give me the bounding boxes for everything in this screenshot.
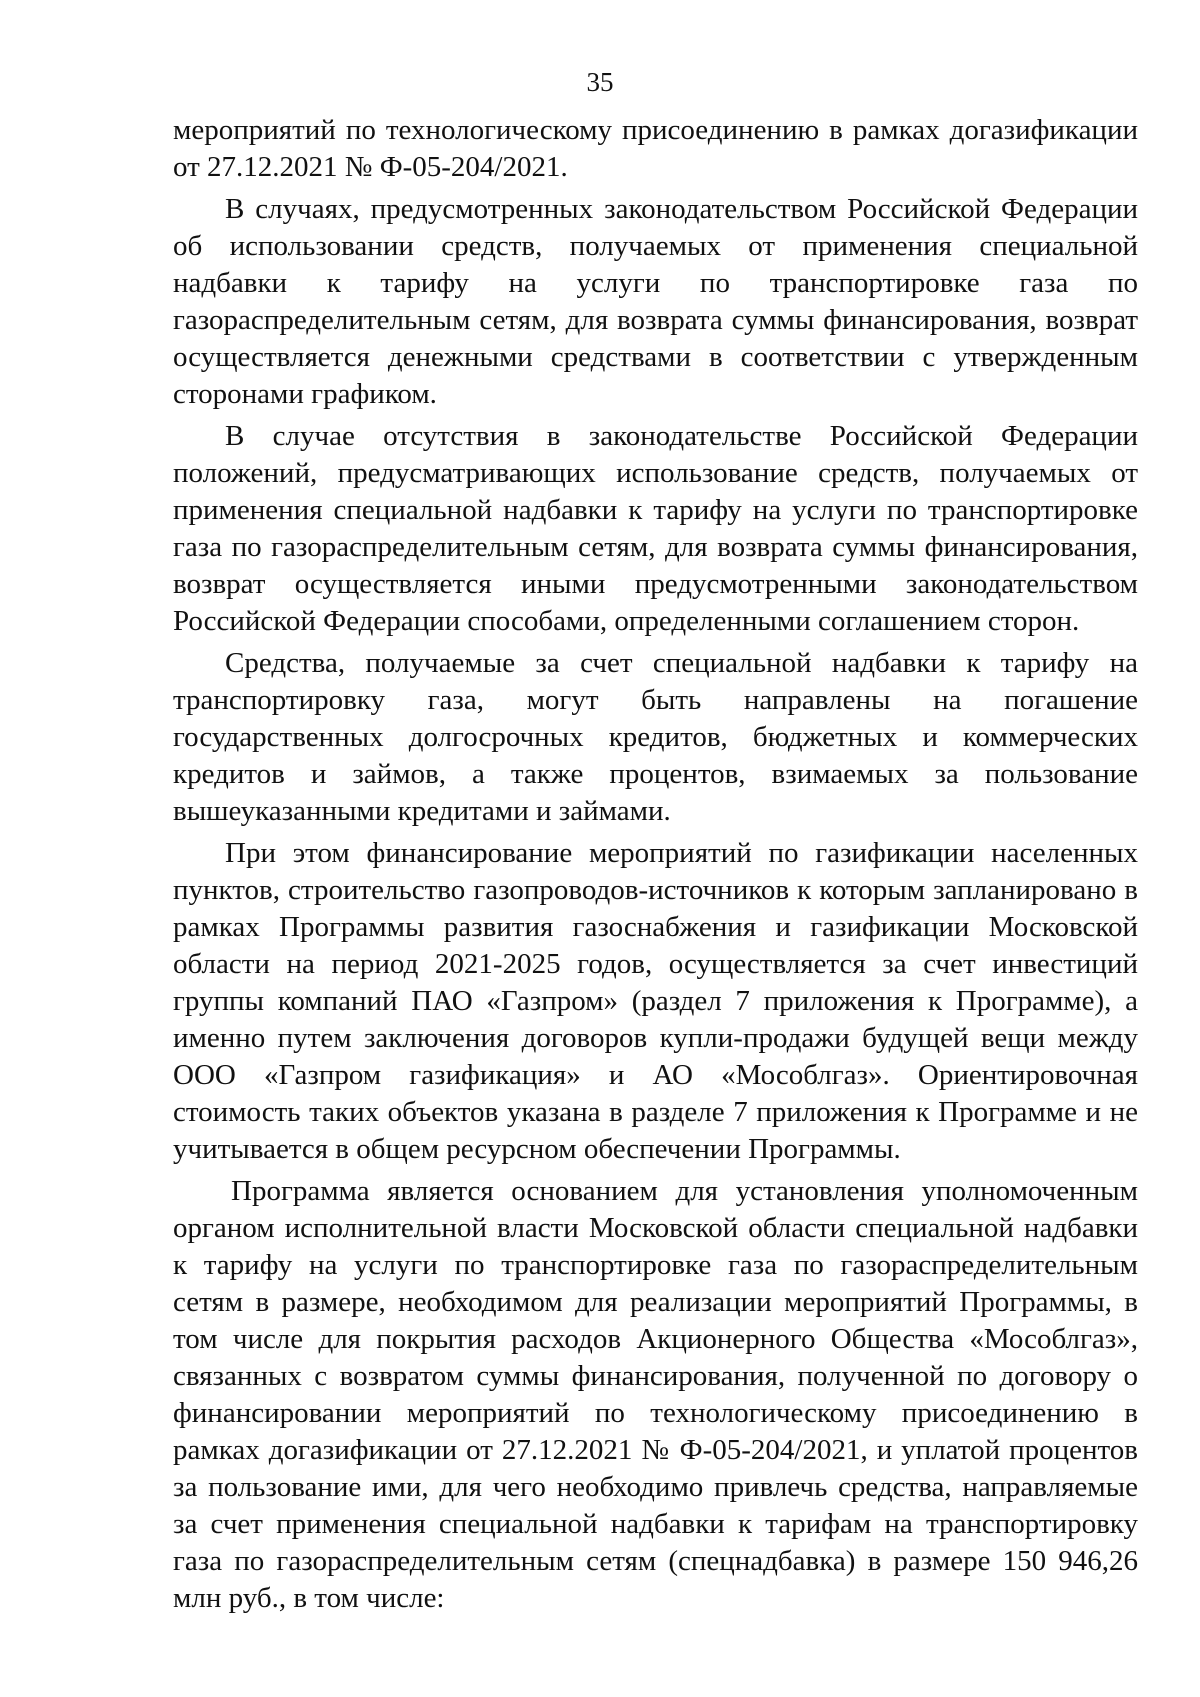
paragraph-continuation: мероприятий по технологическому присоединению в рамках догазификации от 27.12.2021 № Ф-05-204/2021. — [173, 114, 1138, 183]
page-number: 35 — [586, 67, 614, 97]
paragraph-use-of-funds: Средства, получаемые за счет специальной надбавки к тарифу на транспортировку газа, могут быть направлены на погашение государственных долгосрочных кредитов, бюджетных и коммерческих кредитов и займов, а также процентов, взимаемых за пользование вышеуказанными кредитами и займами. — [173, 647, 1138, 827]
paragraph-refund-other-methods: В случае отсутствия в законодательстве Российской Федерации положений, предусматривающих использование средств, получаемых от применения специальной надбавки к тарифу на услуги по транспортировке газа по газораспределительным сетям, для возврата суммы финансирования, возврат осуществляется иными предусмотренными законодательством Российской Федерации способами, определенными соглашением сторон. — [173, 420, 1138, 637]
document-body — [173, 112, 1138, 1622]
paragraph-refund-by-funds: В случаях, предусмотренных законодательством Российской Федерации об использовании средств, получаемых от применения специальной надбавки к тарифу на услуги по транспортировке газа по газораспределительным сетям, для возврата суммы финансирования, возврат осуществляется денежными средствами в соответствии с утвержденным сторонами графиком. — [173, 193, 1138, 410]
paragraph-program-basis: Программа является основанием для установления уполномоченным органом исполнительной власти Московской области специальной надбавки к тарифу на услуги по транспортировке газа по газораспределительным сетям в размере, необходимом для реализации мероприятий Программы, в том числе для покрытия расходов Акционерного Общества «Мособлгаз», связанных с возвратом суммы финансирования, полученной по договору о финансировании мероприятий по технологическому присоединению в рамках догазификации от 27.12.2021 № Ф-05-204/2021, и уплатой процентов за пользование ими, для чего необходимо привлечь средства, направляемые за счет применения специальной надбавки к тарифам на транспортировку газа по газораспределительным сетям (спецнадбавка) в размере 150 946,26 млн руб., в том числе: — [173, 1175, 1138, 1614]
paragraph-gasification-financing: При этом финансирование мероприятий по газификации населенных пунктов, строительство газопроводов-источников к которым запланировано в рамках Программы развития газоснабжения и газификации Московской области на период 2021-2025 годов, осуществляется за счет инвестиций группы компаний ПАО «Газпром» (раздел 7 приложения к Программе), а именно путем заключения договоров купли-продажи будущей вещи между ООО «Газпром газификация» и АО «Мособлгаз». Ориентировочная стоимость таких объектов указана в разделе 7 приложения к Программе и не учитывается в общем ресурсном обеспечении Программы. — [173, 837, 1138, 1165]
